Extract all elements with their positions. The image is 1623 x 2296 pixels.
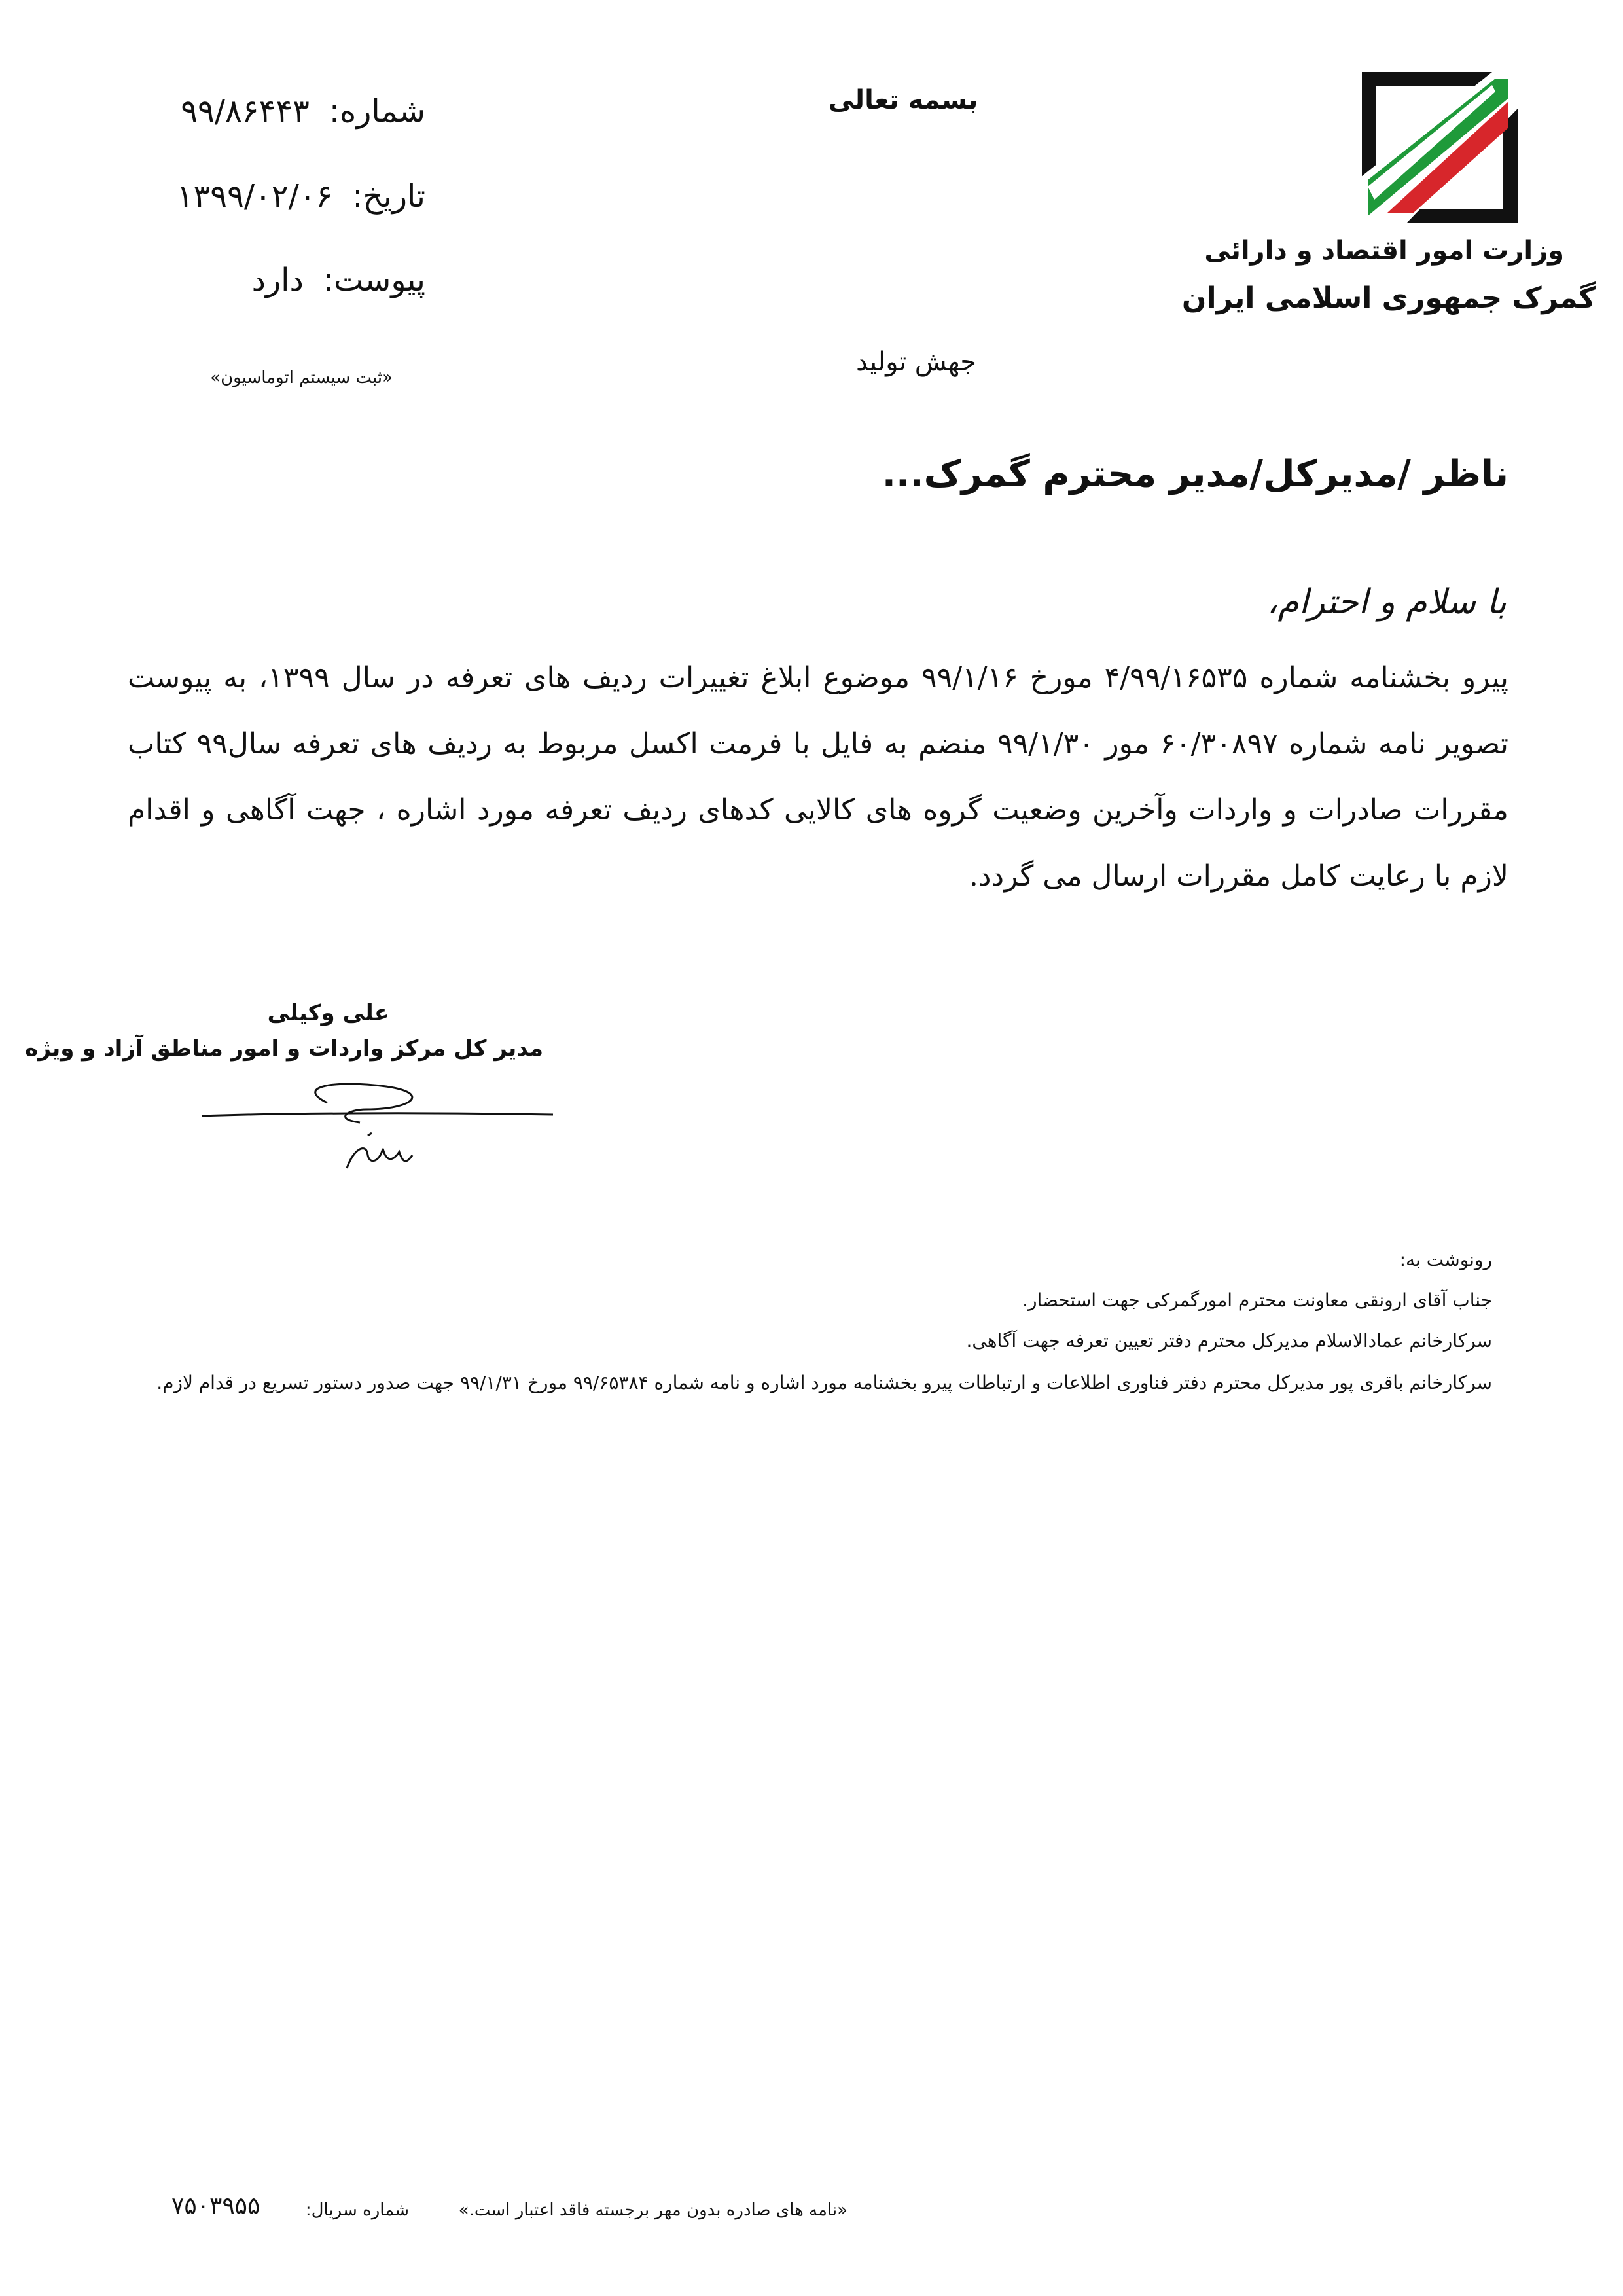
- automation-note: «ثبت سیستم اتوماسیون»: [210, 368, 393, 387]
- invocation-heading: بسمه تعالی: [828, 85, 978, 115]
- letter-date-value: ۱۳۹۹/۰۲/۰۶: [176, 178, 333, 215]
- customs-name: گمرک جمهوری اسلامی ایران: [1181, 281, 1596, 315]
- signer-name: علی وکیلی: [267, 1000, 389, 1026]
- copy-recipient: جناب آقای ارونقی معاونت محترم امورگمرکی جهت استحضار.: [1022, 1289, 1492, 1311]
- copy-recipient: سرکارخانم باقری پور مدیرکل محترم دفتر فناوری اطلاعات و ارتباطات پیرو بخشنامه مورد اشاره و نامه شماره ۹۹/۶۵۳۸۴ مورخ ۹۹/۱/۳۱ جهت صدور دستور تسریع در قدام لازم.: [156, 1372, 1492, 1393]
- letter-body: پیرو بخشنامه شماره ۴/۹۹/۱۶۵۳۵ مورخ ۹۹/۱/۱۶ موضوع ابلاغ تغییرات ردیف های تعرفه در سال ۱۳۹۹، به پیوست تصویر نامه شماره ۶۰/۳۰۸۹۷ مور ۹۹/۱/۳۰ منضم به فایل با فرمت اکسل مربوط به ردیف های تعرفه سال۹۹ کتاب مقررات صادرات و واردات وآخرین وضعیت گروه های کالایی کدهای ردیف تعرفه مورد اشاره ، جهت آگاهی و اقدام لازم با رعایت کامل مقررات ارسال می گردد.: [128, 661, 1509, 893]
- signer-title: مدیر کل مرکز واردات و امور مناطق آزاد و ویژه: [25, 1035, 543, 1062]
- letter-number-label: شماره:: [329, 93, 425, 130]
- letter-date: [177, 178, 425, 215]
- letter-number-value: ۹۹/۸۶۴۴۳: [181, 93, 310, 130]
- letter-attachment: [252, 262, 425, 298]
- copy-recipient: سرکارخانم عمادالاسلام مدیرکل محترم دفتر تعیین تعرفه جهت آگاهی.: [966, 1330, 1492, 1352]
- validity-note: «نامه های صادره بدون مهر برجسته فاقد اعتبار است.»: [458, 2200, 847, 2220]
- letter-date-label: تاریخ:: [352, 178, 425, 215]
- letter-attachment-label: پیوست:: [323, 262, 425, 298]
- serial-value: ۷۵۰۳۹۵۵: [171, 2193, 260, 2219]
- copies-title: رونوشت به:: [1399, 1249, 1492, 1270]
- ministry-name: وزارت امور اقتصاد و دارائی: [1204, 236, 1564, 266]
- handwritten-signature-icon: [196, 1057, 556, 1175]
- greeting-line: با سلام و احترام،: [1266, 583, 1507, 622]
- year-slogan: جهش تولید: [856, 347, 976, 377]
- recipient-line: ناظر /مدیرکل/مدیر محترم گمرک...: [882, 453, 1508, 495]
- letter-number: [181, 93, 425, 130]
- letter-attachment-value: دارد: [251, 262, 304, 298]
- iran-customs-logo-icon: [1361, 72, 1518, 223]
- serial-label: شماره سریال:: [305, 2200, 409, 2220]
